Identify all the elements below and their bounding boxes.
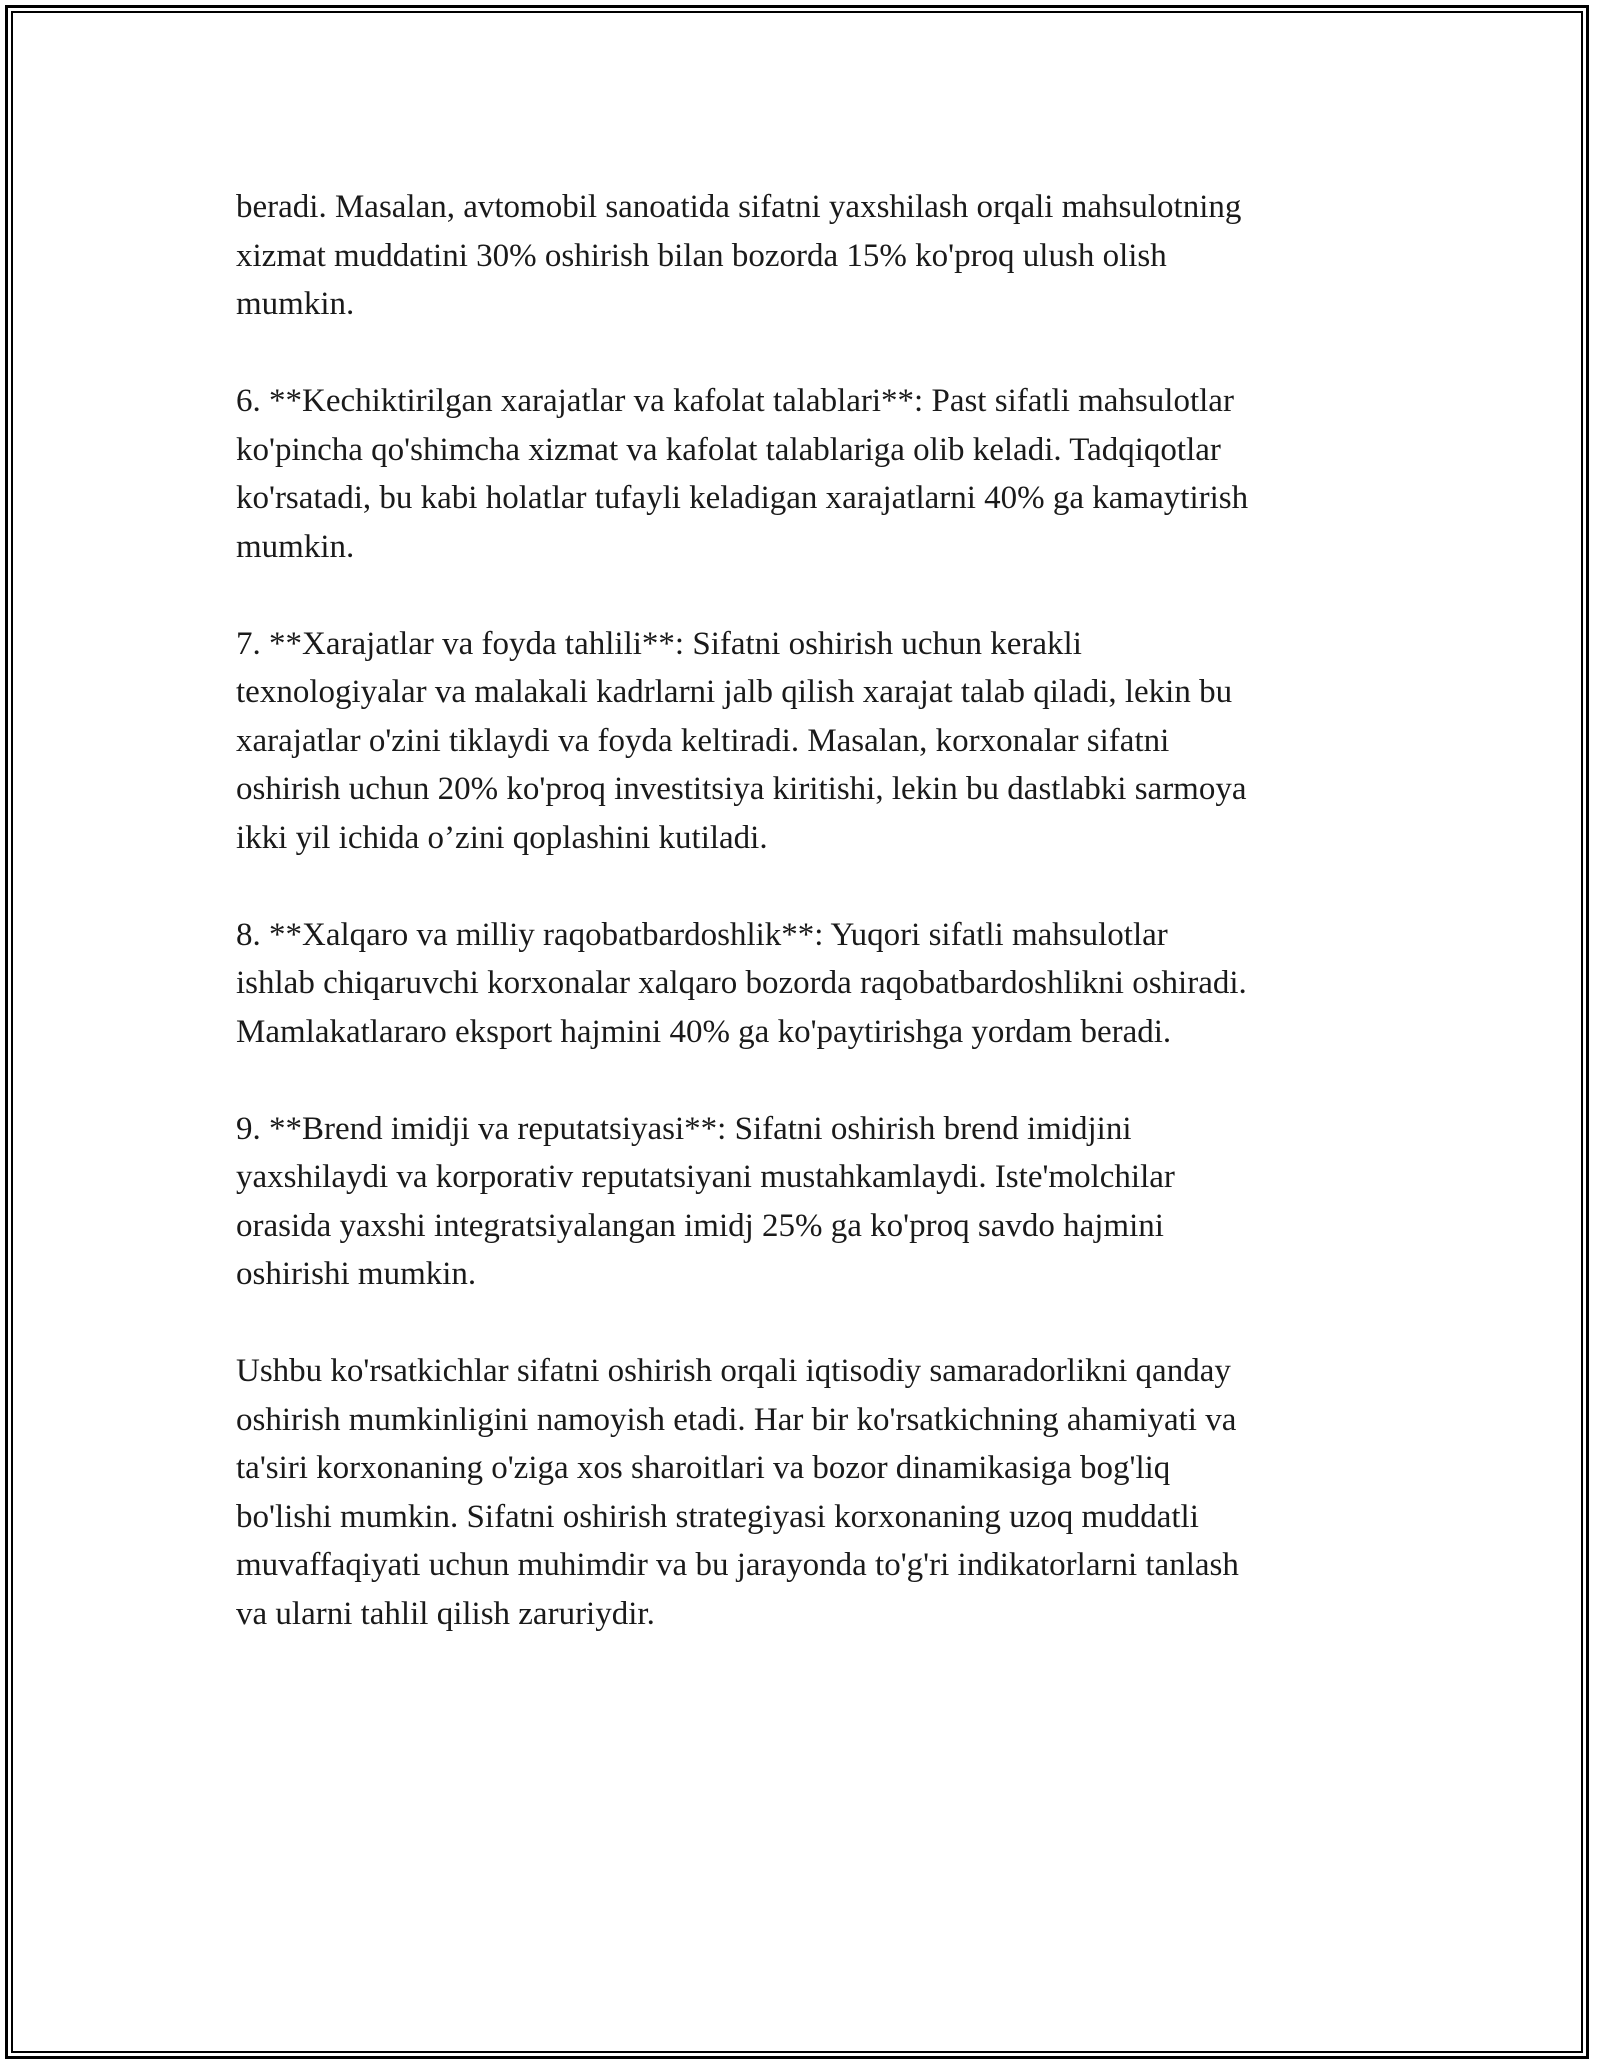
paragraph-item-7: 7. **Xarajatlar va foyda tahlili**: Sifatni oshirish uchun kerakli texnologiyalar va malakali kadrlarni jalb qilish xarajat talab qiladi, lekin bu xarajatlar o'zini tiklaydi va foyda keltiradi. Masalan, korxonalar sifatni oshirish uchun 20% ko'proq investitsiya kiritishi, lekin bu dastlabki sarmoya ikki yil ichida o’zini qoplashini kutiladi. (236, 625, 1247, 856)
document-body (236, 183, 1386, 1687)
paragraph-continuation: beradi. Masalan, avtomobil sanoatida sifatni yaxshilash orqali mahsulotning xizmat muddatini 30% oshirish bilan bozorda 15% ko'proq ulush olish mumkin. (236, 189, 1242, 322)
paragraph-item-6: 6. **Kechiktirilgan xarajatlar va kafolat talablari**: Past sifatli mahsulotlar ko'pincha qo'shimcha xizmat va kafolat talablariga olib keladi. Tadqiqotlar ko'rsatadi, bu kabi holatlar tufayli keladigan xarajatlarni 40% ga kamaytirish mumkin. (236, 383, 1249, 565)
paragraph-conclusion: Ushbu ko'rsatkichlar sifatni oshirish orqali iqtisodiy samaradorlikni qanday oshirish mumkinligini namoyish etadi. Har bir ko'rsatkichning ahamiyati va ta'siri korxonaning o'ziga xos sharoitlari va bozor dinamikasiga bog'liq bo'lishi mumkin. Sifatni oshirish strategiyasi korxonaning uzoq muddatli muvaffaqiyati uchun muhimdir va bu jarayonda to'g'ri indikatorlarni tanlash va ularni tahlil qilish zaruriydir. (236, 1353, 1239, 1632)
paragraph-item-9: 9. **Brend imidji va reputatsiyasi**: Sifatni oshirish brend imidjini yaxshilaydi va korporativ reputatsiyani mustahkamlaydi. Iste'molchilar orasida yaxshi integratsiyalangan imidj 25% ga ko'proq savdo hajmini oshirishi mumkin. (236, 1110, 1175, 1292)
paragraph-item-8: 8. **Xalqaro va milliy raqobatbardoshlik**: Yuqori sifatli mahsulotlar ishlab chiqaruvchi korxonalar xalqaro bozorda raqobatbardoshlikni oshiradi. Mamlakatlararo eksport hajmini 40% ga ko'paytirishga yordam beradi. (236, 916, 1247, 1050)
